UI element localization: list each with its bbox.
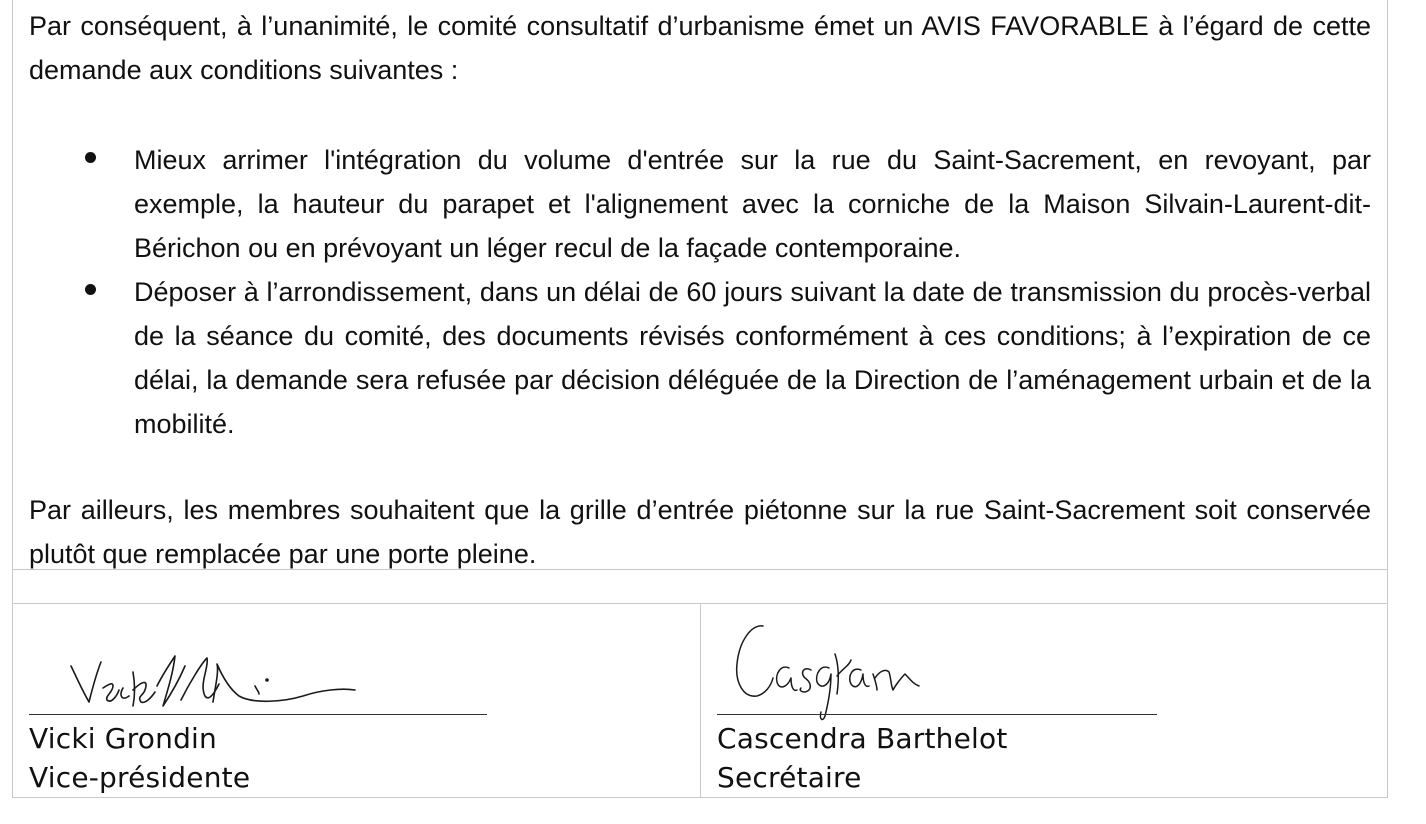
outro-paragraph: Par ailleurs, les membres souhaitent que la grille d’entrée piétonne sur la rue Saint-Sacrement soit conservée plutôt que remplacée par une porte pleine. bbox=[29, 495, 1371, 569]
condition-item bbox=[13, 270, 1371, 446]
condition-text: Mieux arrimer l'intégration du volume d'entrée sur la rue du Saint-Sacrement, en revoyant, par exemple, la hauteur du parapet et l'alignement avec la corniche de la Maison Silvain-Laurent-dit-Bérichon ou en prévoyant un léger recul de la façade contemporaine. bbox=[134, 145, 1371, 263]
signature-line-left bbox=[29, 714, 487, 715]
signature-image-right bbox=[729, 616, 959, 726]
signature-line-right bbox=[717, 714, 1157, 715]
conditions-list bbox=[13, 138, 1387, 446]
signature-cell-left bbox=[13, 604, 701, 798]
intro-paragraph: Par conséquent, à l’unanimité, le comité consultatif d’urbanisme émet un AVIS FAVORABLE à l’égard de cette demande aux conditions suivantes : bbox=[29, 11, 1371, 85]
bullet-icon bbox=[85, 152, 96, 163]
condition-text: Déposer à l’arrondissement, dans un délai de 60 jours suivant la date de transmission du procès-verbal de la séance du comité, des documents révisés conformément à ces conditions; à l’expiration de ce délai, la demande sera refusée par décision déléguée de la Direction de l’aménagement urbain et de la mobilité. bbox=[134, 277, 1371, 439]
condition-item bbox=[13, 138, 1371, 270]
signature-image-left bbox=[63, 644, 363, 724]
document-table bbox=[12, 0, 1388, 798]
spacer-row bbox=[13, 570, 1387, 604]
signer-role-right: Secrétaire bbox=[717, 761, 862, 794]
decision-cell bbox=[13, 0, 1387, 570]
bullet-icon bbox=[85, 284, 96, 295]
signer-role-left: Vice-présidente bbox=[29, 761, 251, 794]
signer-name-right: Cascendra Barthelot bbox=[717, 722, 1008, 755]
signature-cell-right bbox=[701, 604, 1387, 798]
signer-name-left: Vicki Grondin bbox=[29, 722, 217, 755]
